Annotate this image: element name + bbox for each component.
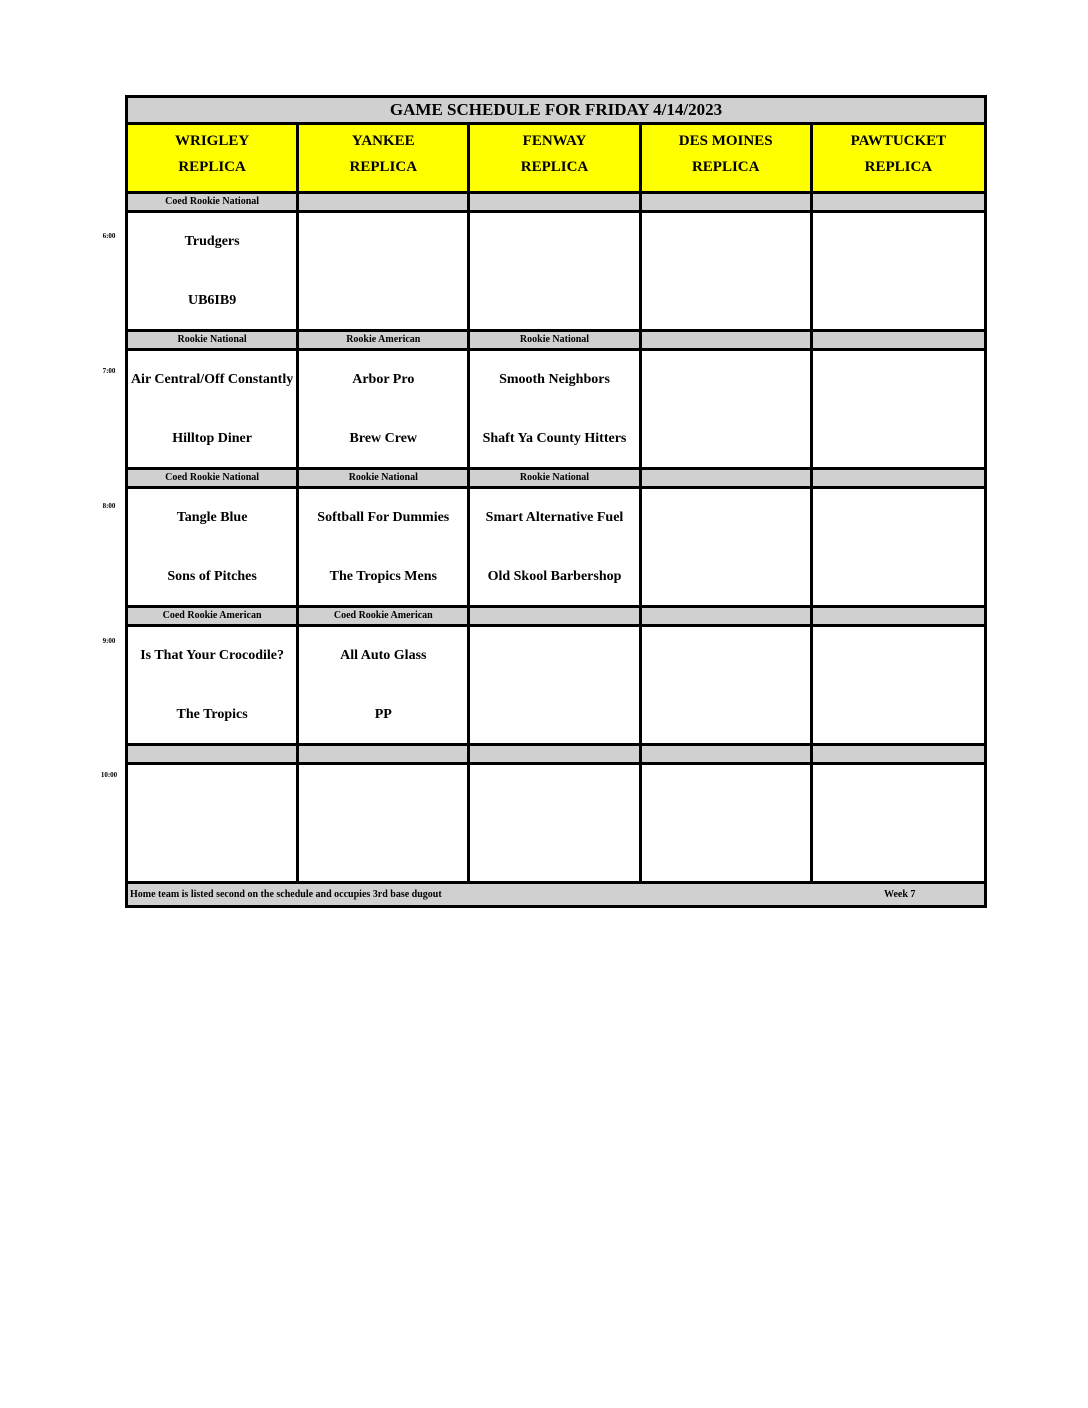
division-label: Coed Rookie American [128, 608, 299, 624]
game-row [128, 489, 984, 608]
division-row [128, 470, 984, 489]
home-team: Hilltop Diner [172, 431, 252, 446]
field-sub: REPLICA [691, 159, 760, 175]
away-team: Smart Alternative Fuel [485, 510, 624, 525]
time-label: 6:00 [102, 232, 116, 240]
division-label: Rookie National [128, 332, 299, 348]
home-team: UB6IB9 [187, 293, 237, 308]
home-team: Shaft Ya County Hitters [482, 431, 627, 446]
field-header [642, 125, 813, 191]
field-name: WRIGLEY [175, 133, 250, 149]
field-header [813, 125, 984, 191]
time-slots [128, 194, 984, 884]
away-team: Trudgers [184, 234, 240, 249]
game-cell [128, 351, 299, 467]
division-label [813, 470, 984, 486]
division-label [299, 746, 470, 762]
time-label: 7:00 [102, 367, 116, 375]
schedule-table [125, 95, 987, 908]
game-row [128, 627, 984, 746]
time-label: 10:00 [100, 771, 118, 779]
division-label: Rookie American [299, 332, 470, 348]
game-cell [470, 489, 641, 605]
division-row [128, 332, 984, 351]
schedule-title: GAME SCHEDULE FOR FRIDAY 4/14/2023 [128, 98, 984, 125]
division-label [813, 746, 984, 762]
away-team: Is That Your Crocodile? [140, 648, 284, 663]
field-header [128, 125, 299, 191]
game-cell [128, 627, 299, 743]
division-label [813, 608, 984, 624]
game-cell [470, 213, 641, 329]
division-label [299, 194, 470, 210]
division-label: Coed Rookie National [128, 470, 299, 486]
field-header-row [128, 125, 984, 194]
game-cell [299, 351, 470, 467]
game-cell [813, 765, 984, 881]
game-cell [642, 213, 813, 329]
division-label [128, 746, 299, 762]
division-row [128, 608, 984, 627]
game-cell [128, 765, 299, 881]
field-header [299, 125, 470, 191]
game-row [128, 213, 984, 332]
division-label [642, 608, 813, 624]
division-row [128, 194, 984, 213]
week-label: Week 7 [884, 889, 916, 900]
game-cell [642, 351, 813, 467]
division-label: Rookie National [470, 332, 641, 348]
field-sub: REPLICA [520, 159, 589, 175]
home-team: Sons of Pitches [167, 569, 257, 584]
time-label: 9:00 [102, 637, 116, 645]
division-label [813, 332, 984, 348]
field-name: DES MOINES [678, 133, 773, 149]
game-cell [642, 765, 813, 881]
division-label [813, 194, 984, 210]
home-team: PP [374, 707, 392, 722]
field-sub: REPLICA [864, 159, 933, 175]
division-label [642, 194, 813, 210]
division-label [470, 194, 641, 210]
division-row [128, 746, 984, 765]
away-team: Tangle Blue [176, 510, 248, 525]
home-team: Old Skool Barbershop [487, 569, 622, 584]
division-label [470, 746, 641, 762]
away-team: Air Central/Off Constantly [130, 372, 294, 387]
field-header [470, 125, 641, 191]
home-team: The Tropics Mens [329, 569, 437, 584]
footer-note: Home team is listed second on the schedule and occupies 3rd base dugout [130, 889, 442, 900]
game-cell [470, 351, 641, 467]
game-cell [299, 765, 470, 881]
game-cell [642, 489, 813, 605]
division-label [642, 470, 813, 486]
division-label: Rookie National [299, 470, 470, 486]
game-row [128, 351, 984, 470]
footer-bar [128, 884, 984, 905]
field-name: YANKEE [351, 133, 415, 149]
game-cell [813, 489, 984, 605]
division-label [470, 608, 641, 624]
game-cell [813, 351, 984, 467]
game-cell [813, 213, 984, 329]
away-team: Arbor Pro [352, 372, 415, 387]
home-team: Brew Crew [349, 431, 418, 446]
division-label [642, 332, 813, 348]
game-cell [128, 213, 299, 329]
game-cell [299, 489, 470, 605]
time-label: 8:00 [102, 502, 116, 510]
division-label: Coed Rookie American [299, 608, 470, 624]
division-label: Rookie National [470, 470, 641, 486]
game-cell [470, 627, 641, 743]
game-cell [299, 627, 470, 743]
game-cell [813, 627, 984, 743]
game-row [128, 765, 984, 884]
field-name: PAWTUCKET [850, 133, 947, 149]
away-team: Softball For Dummies [317, 510, 450, 525]
game-cell [642, 627, 813, 743]
away-team: All Auto Glass [340, 648, 427, 663]
field-name: FENWAY [522, 133, 587, 149]
field-sub: REPLICA [349, 159, 418, 175]
game-cell [128, 489, 299, 605]
game-cell [299, 213, 470, 329]
field-sub: REPLICA [178, 159, 246, 175]
game-cell [470, 765, 641, 881]
division-label [642, 746, 813, 762]
home-team: The Tropics [176, 707, 248, 722]
away-team: Smooth Neighbors [499, 372, 610, 387]
division-label: Coed Rookie National [128, 194, 299, 210]
